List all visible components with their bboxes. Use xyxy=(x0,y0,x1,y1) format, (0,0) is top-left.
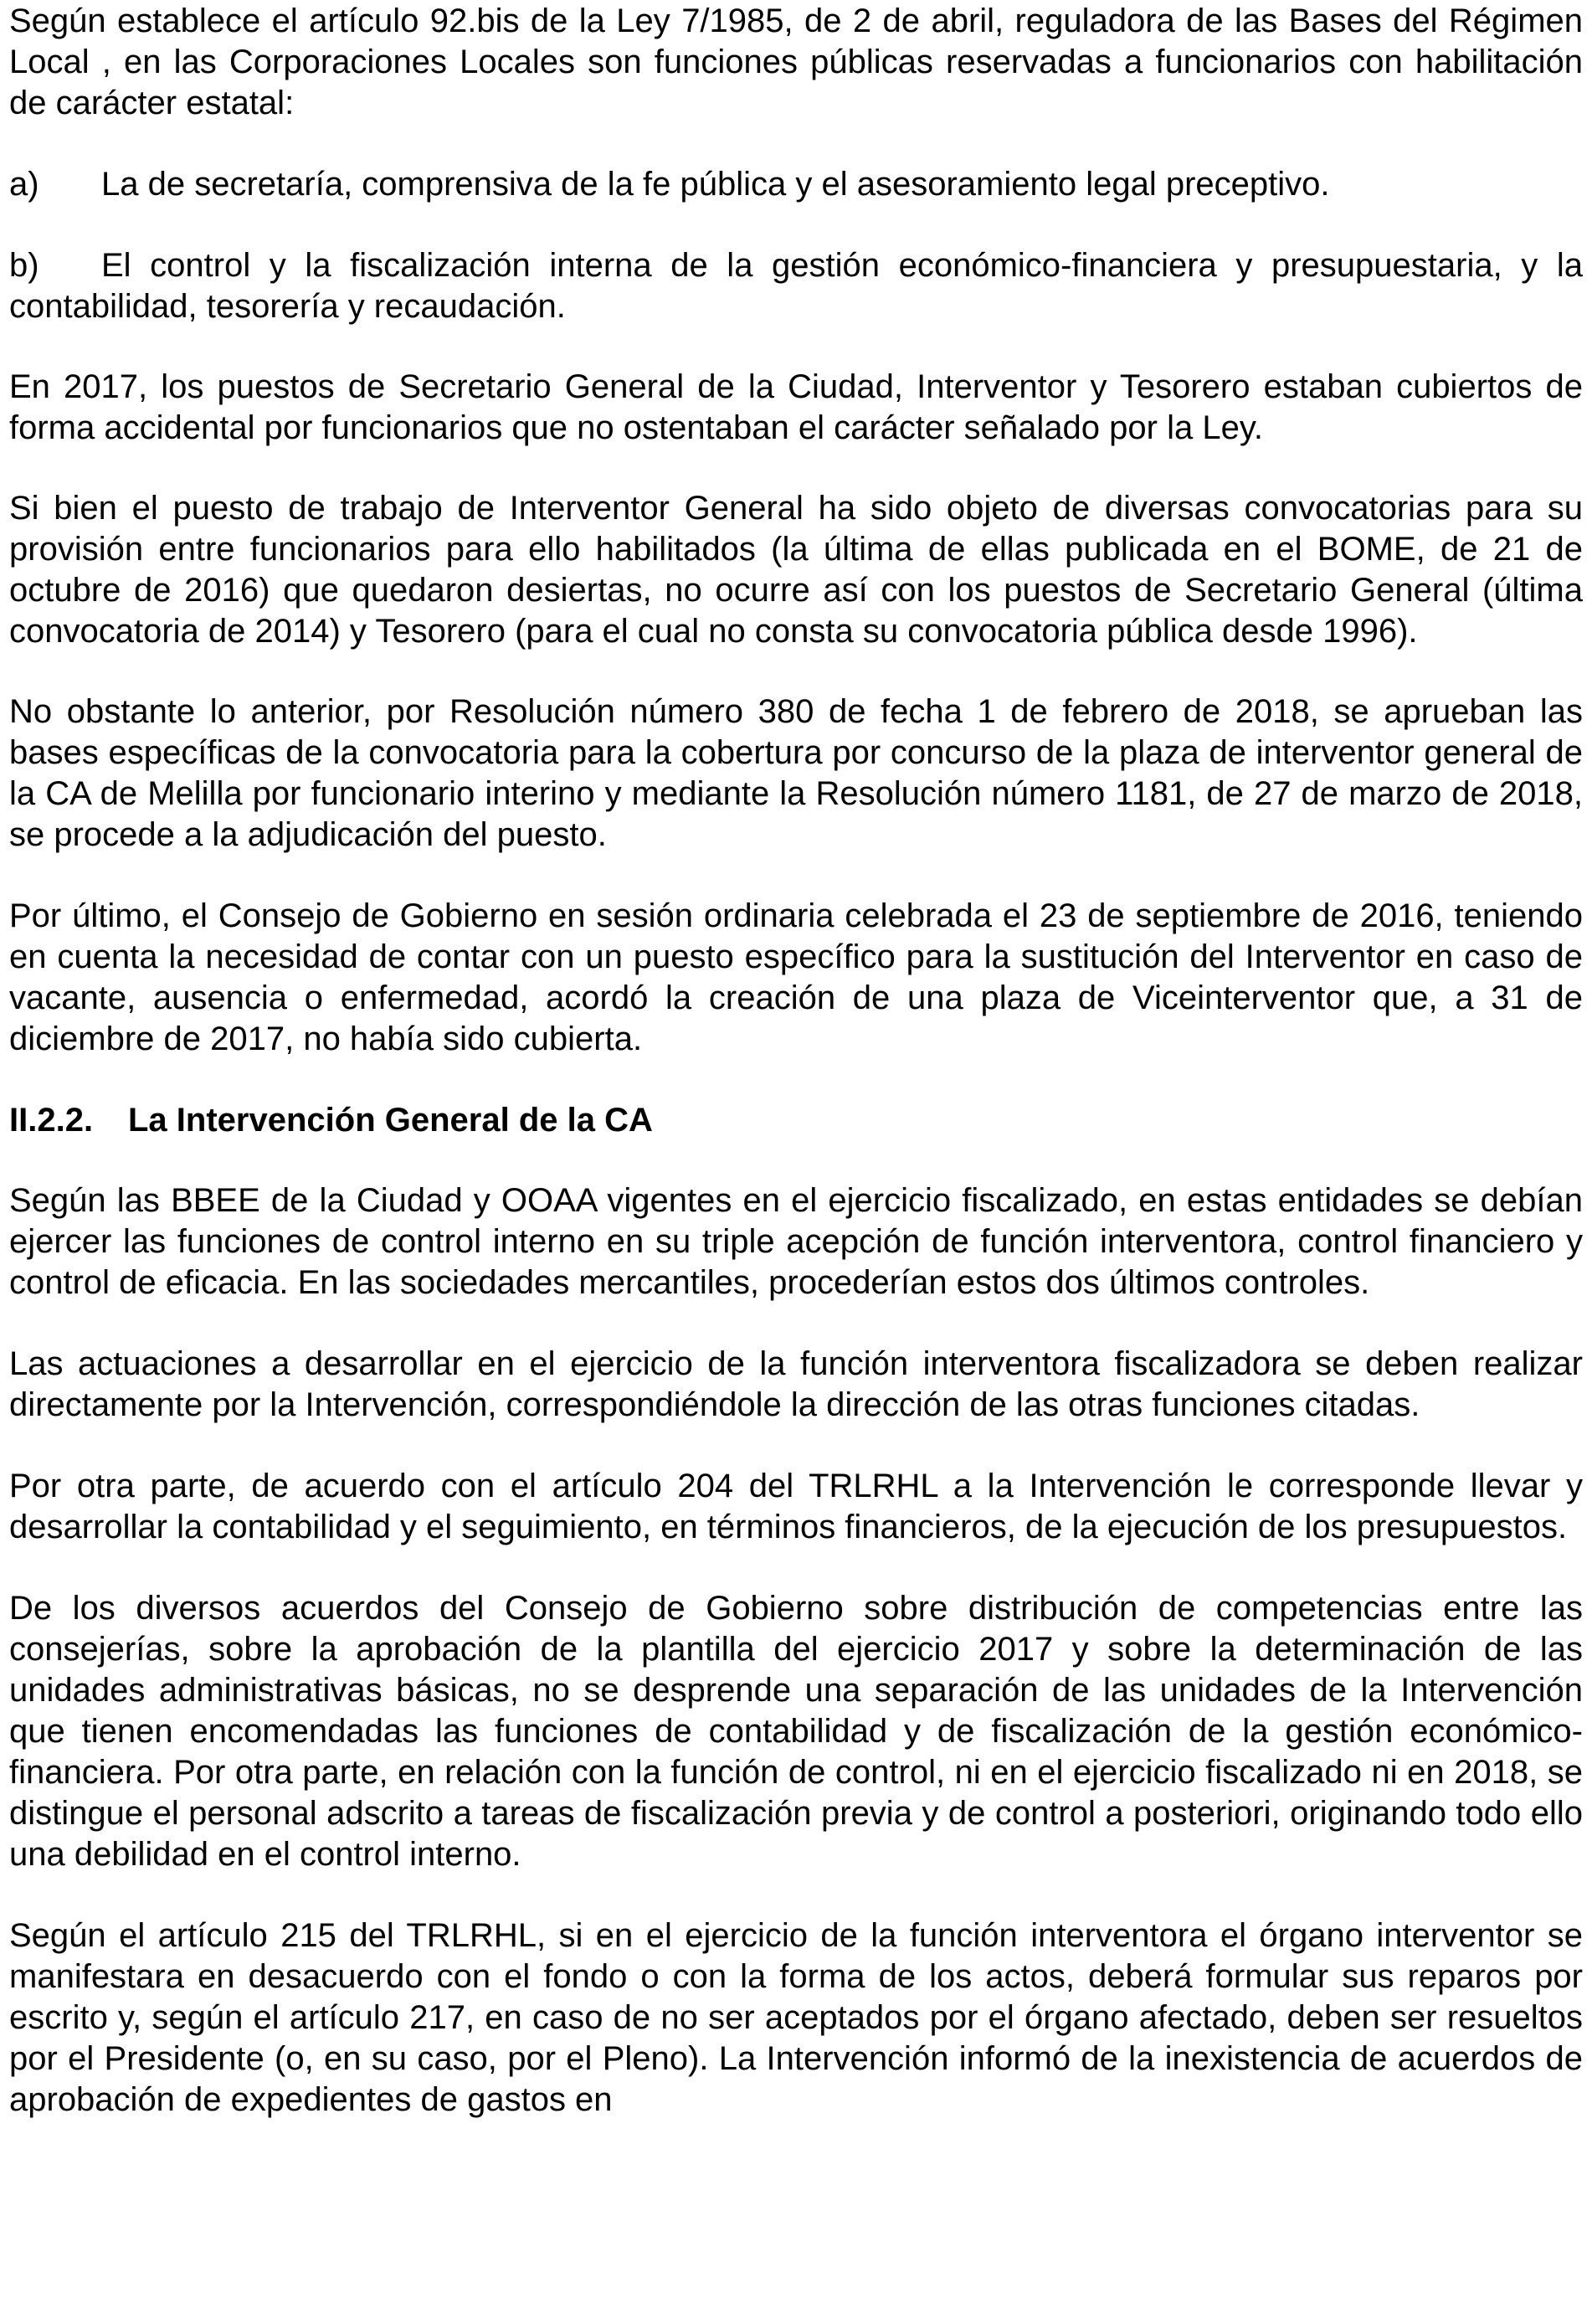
paragraph-204: Por otra parte, de acuerdo con el artículo 204 del TRLRHL a la Intervención le corresponde llevar y desarrollar la contabilidad y el seguimiento, en términos financieros, de la ejecución de los presupuestos. xyxy=(9,1468,1583,1545)
section-heading xyxy=(9,1100,1583,1141)
paragraph-consejo: Por último, el Consejo de Gobierno en sesión ordinaria celebrada el 23 de septiembre de 2016, teniendo en cuenta la necesidad de contar con un puesto específico para la sustitución del Interventor en caso de vacante, ausencia o enfermedad, acordó la creación de una plaza de Viceinterventor que, a 31 de diciembre de 2017, no había sido cubierta. xyxy=(9,897,1583,1057)
paragraph-interventor: Si bien el puesto de trabajo de Interventor General ha sido objeto de diversas convocatorias para su provisión entre funcionarios para ello habilitados (la última de ellas publicada en el BOME, de 21 de octubre de 2016) que quedaron desiertas, no ocurre así con los puestos de Secretario General (última convocatoria de 2014) y Tesorero (para el cual no consta su convocatoria pública desde 1996). xyxy=(9,490,1583,650)
paragraph-2017: En 2017, los puestos de Secretario General de la Ciudad, Interventor y Tesorero estaban cubiertos de forma accidental por funcionarios que no ostentaban el carácter señalado por la Ley. xyxy=(9,368,1583,446)
list-marker-b: b) xyxy=(9,247,39,284)
list-item-a xyxy=(9,164,1583,205)
section-number: II.2.2. xyxy=(9,1102,94,1139)
paragraph-resolucion: No obstante lo anterior, por Resolución número 380 de fecha 1 de febrero de 2018, se aprueban las bases específicas de la convocatoria para la cobertura por concurso de la plaza de interventor general de la CA de Melilla por funcionario interino y mediante la Resolución número 1181, de 27 de marzo de 2018, se procede a la adjudicación del puesto. xyxy=(9,693,1583,853)
intro-paragraph: Según establece el artículo 92.bis de la Ley 7/1985, de 2 de abril, reguladora de las Bases del Régimen Local , en las Corporaciones Locales son funciones públicas reservadas a funcionarios con habilitación de carácter estatal: xyxy=(9,3,1583,121)
list-marker-a: a) xyxy=(9,166,39,203)
paragraph-actuaciones: Las actuaciones a desarrollar en el ejercicio de la función interventora fiscalizadora se deben realizar directamente por la Intervención, correspondiéndole la dirección de las otras funciones citadas. xyxy=(9,1345,1583,1423)
list-text-a: La de secretaría, comprensiva de la fe pública y el asesoramiento legal preceptivo. xyxy=(101,166,1330,203)
paragraph-215: Según el artículo 215 del TRLRHL, si en el ejercicio de la función interventora el órgano interventor se manifestara en desacuerdo con el fondo o con la forma de los actos, deberá formular sus reparos por escrito y, según el artículo 217, en caso de no ser aceptados por el órgano afectado, deben ser resueltos por el Presidente (o, en su caso, por el Pleno). La Intervención informó de la inexistencia de acuerdos de aprobación de expedientes de gastos en xyxy=(9,1917,1583,2118)
list-text-b: El control y la fiscalización interna de la gestión económico-financiera y presupuestaria, y la contabilidad, tesorería y recaudación. xyxy=(9,247,1583,325)
paragraph-acuerdos: De los diversos acuerdos del Consejo de Gobierno sobre distribución de competencias entre las consejerías, sobre la aprobación de la plantilla del ejercicio 2017 y sobre la determinación de las unidades administrativas básicas, no se desprende una separación de las unidades de la Intervención que tienen encomendadas las funciones de contabilidad y de fiscalización de la gestión económico-financiera. Por otra parte, en relación con la función de control, ni en el ejercicio fiscalizado ni en 2018, se distingue el personal adscrito a tareas de fiscalización previa y de control a posteriori, originando todo ello una debilidad en el control interno. xyxy=(9,1590,1583,1873)
section-title: La Intervención General de la CA xyxy=(128,1102,653,1139)
document-page xyxy=(9,0,1583,2121)
paragraph-bbee: Según las BBEE de la Ciudad y OOAA vigentes en el ejercicio fiscalizado, en estas entidades se debían ejercer las funciones de control interno en su triple acepción de función interventora, control financiero y control de eficacia. En las sociedades mercantiles, procederían estos dos últimos controles. xyxy=(9,1182,1583,1301)
list-item-b xyxy=(9,245,1583,327)
